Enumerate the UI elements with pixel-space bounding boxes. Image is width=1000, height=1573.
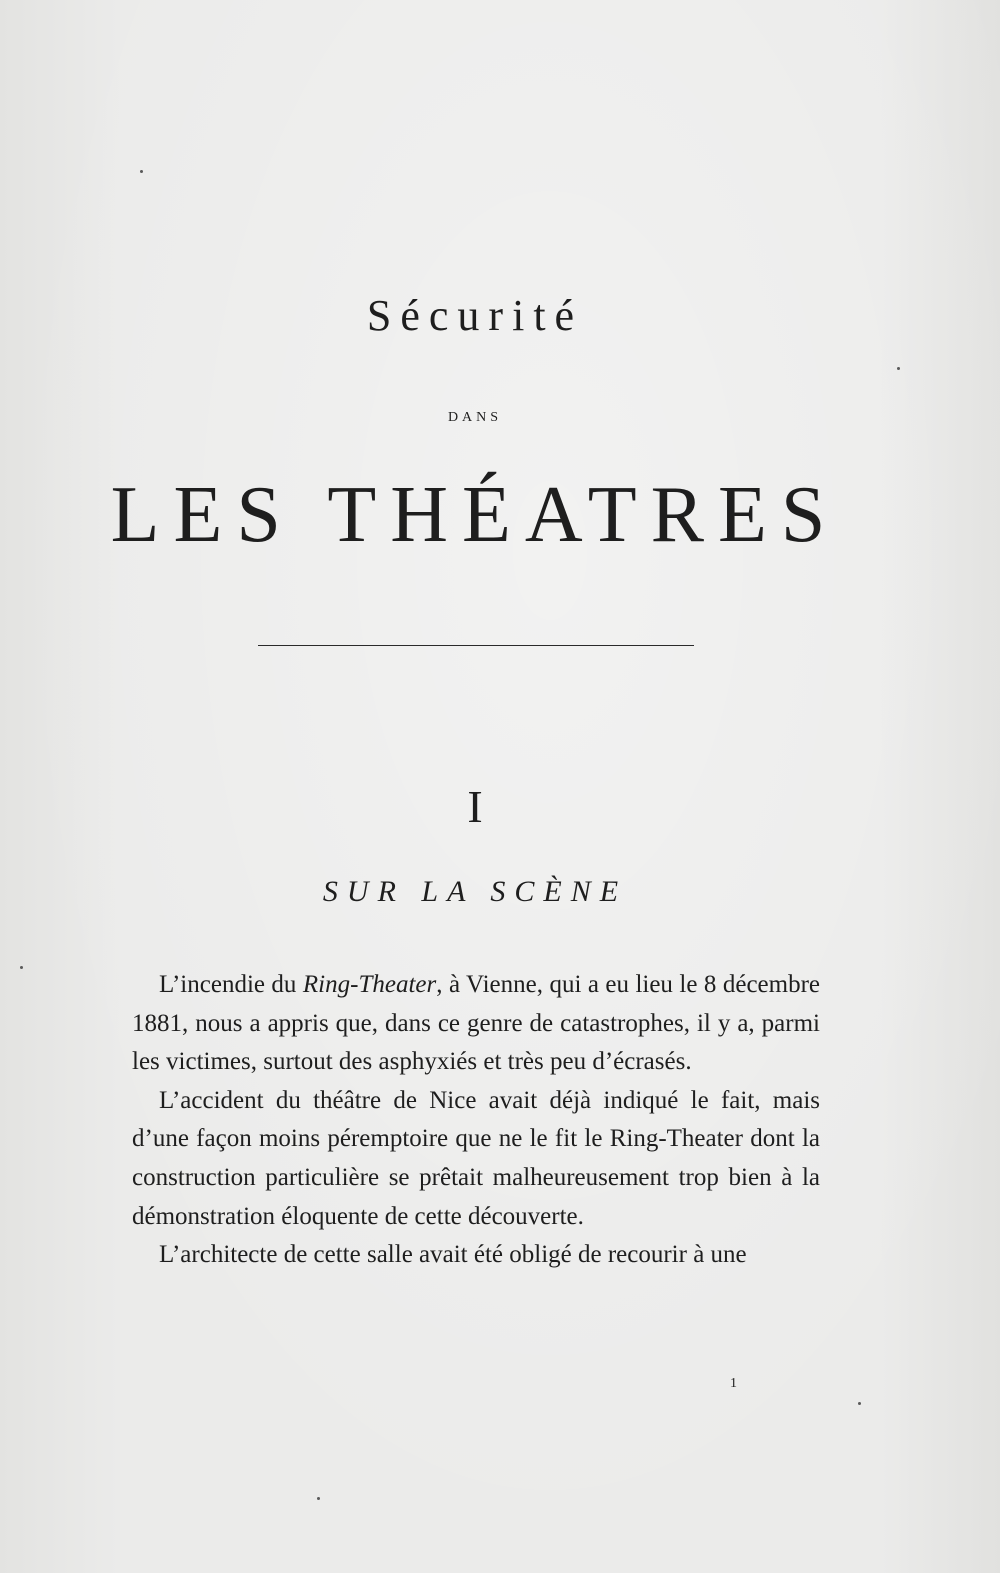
- paper-speck: [20, 966, 23, 969]
- paper-speck: [140, 170, 143, 173]
- title-les-theatres: LES THÉATRES: [110, 471, 840, 559]
- paper-speck: [317, 1497, 320, 1500]
- page-number: 1: [730, 1376, 737, 1391]
- paragraph-1: [132, 966, 820, 1082]
- paragraph-3: L’architecte de cette salle avait été obligé de recourir à une: [159, 1241, 747, 1269]
- title-dans: DANS: [447, 410, 503, 425]
- paper-speck: [858, 1402, 861, 1405]
- chapter-number: I: [467, 781, 483, 832]
- title-rule: [258, 645, 694, 646]
- body-text: [132, 966, 820, 1275]
- paragraph-1-italic: Ring-Theater: [302, 971, 437, 998]
- title-securite: Sécurité: [366, 291, 584, 340]
- paragraph-1-end: , à Vienne, qui a eu lieu le 8 décembre 1881, nous a appris que, dans ce genre de catastrophes, il y a, parmi les victimes, surtout des asphyxiés et très peu d’écrasés.: [132, 971, 820, 1076]
- paper-speck: [897, 367, 900, 370]
- paragraph-1-start: L’incendie du: [159, 971, 303, 998]
- chapter-title: SUR LA SCÈNE: [322, 875, 628, 908]
- paragraph-2: L’accident du théâtre de Nice avait déjà indiqué le fait, mais d’une façon moins péremptoire que ne le fit le Ring-Theater dont la construction particulière se prêtait malheureusement trop bien à la démonstration éloquente de cette découverte.: [132, 1086, 820, 1230]
